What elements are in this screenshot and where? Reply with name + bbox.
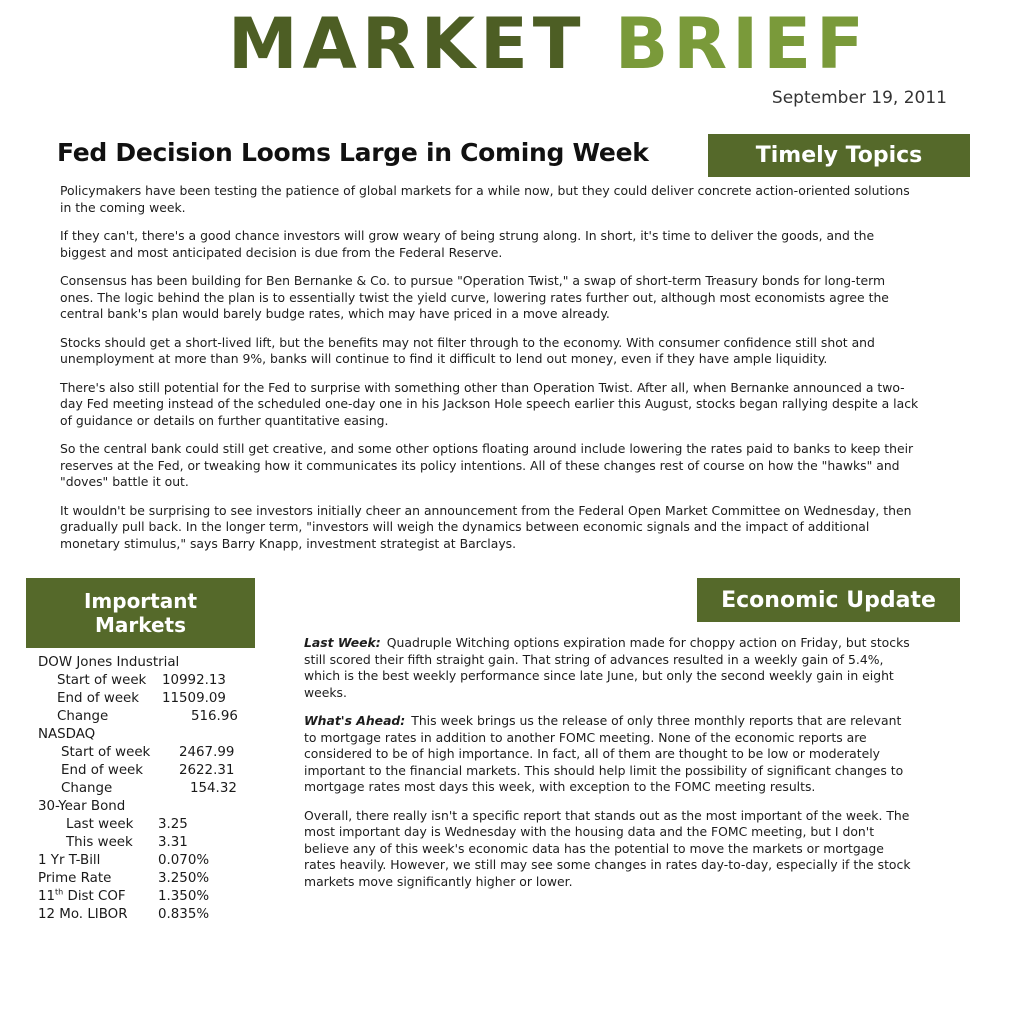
nasdaq-start-row xyxy=(38,744,268,762)
article-headline: Fed Decision Looms Large in Coming Week xyxy=(57,138,649,167)
article-paragraph: So the central bank could still get creative, and some other options floating around include lowering the rates paid to banks to keep their reserves at the Fed, or tweaking how it communicates its policy intentions. All of these changes rest of course on how the "hawks" and "doves" battle it out. xyxy=(60,441,914,489)
bond-this-label: This week xyxy=(66,835,133,850)
article-paragraph: Stocks should get a short-lived lift, but the benefits may not filter through to the economy. With consumer confidence still shot and unemployment at more than 9%, banks will continue to find it difficult to lend out money, even if they have ample liquidity. xyxy=(60,334,875,366)
libor-label: 12 Mo. LIBOR xyxy=(38,907,128,922)
timely-topics-banner: Timely Topics xyxy=(708,134,970,177)
article-paragraph: It wouldn't be surprising to see investors initially cheer an announcement from the Federal Open Market Committee on Wednesday, then gradually pull back. In the longer term, "investors will weigh the dynamics between economic signals and the impact of additional monetary stimulus," says Barry Knapp, investment strategist at Barclays. xyxy=(60,502,912,551)
prime-value: 3.250% xyxy=(158,871,210,886)
masthead xyxy=(228,4,869,84)
dow-end-value: 11509.09 xyxy=(162,691,226,706)
tbill-row xyxy=(38,852,268,870)
nasdaq-change-label: Change xyxy=(61,781,113,796)
dow-change-row xyxy=(38,708,268,726)
dow-end-row xyxy=(38,690,268,708)
dow-end-label: End of week xyxy=(57,691,140,706)
masthead-word-brief: BRIEF xyxy=(614,3,869,85)
article-body xyxy=(60,183,922,564)
econ-last-week-paragraph xyxy=(304,635,916,701)
bond-last-label: Last week xyxy=(66,817,134,832)
dow-start-row xyxy=(38,672,268,690)
bond-label: 30-Year Bond xyxy=(38,799,126,814)
article-paragraph: If they can't, there's a good chance investors will grow weary of being strung along. In short, it's time to deliver the goods, and the biggest and most anticipated decision is due from the Federal Reserve. xyxy=(60,228,875,260)
nasdaq-end-row xyxy=(38,762,268,780)
cof-label-rest: Dist COF xyxy=(63,889,126,904)
important-markets-title-line2: Markets xyxy=(94,613,187,637)
cof-row xyxy=(38,888,268,906)
bond-header-row xyxy=(38,798,268,816)
dow-change-label: Change xyxy=(57,709,109,724)
dow-change-value: 516.96 xyxy=(191,709,238,724)
tbill-value: 0.070% xyxy=(158,853,210,868)
economic-update-body xyxy=(304,635,916,902)
nasdaq-header-row xyxy=(38,726,268,744)
prime-row xyxy=(38,870,268,888)
nasdaq-end-label: End of week xyxy=(61,763,144,778)
dow-label: DOW Jones Industrial xyxy=(38,655,180,670)
important-markets-title-line1: Important xyxy=(83,589,198,613)
cof-label-number: 11 xyxy=(38,889,56,904)
nasdaq-label: NASDAQ xyxy=(38,727,96,742)
bond-last-row xyxy=(38,816,268,834)
econ-last-week-lead: Last Week: xyxy=(304,635,381,650)
econ-ahead-lead: What's Ahead: xyxy=(304,713,406,728)
libor-row xyxy=(38,906,268,924)
important-markets-banner xyxy=(26,578,255,648)
cof-value: 1.350% xyxy=(158,889,210,904)
issue-date: September 19, 2011 xyxy=(771,88,947,108)
bond-this-value: 3.31 xyxy=(158,835,188,850)
cof-label xyxy=(38,888,126,906)
article-paragraph: There's also still potential for the Fed to surprise with something other than Operation Twist. After all, when Bernanke announced a two-day Fed meeting instead of the scheduled one-day one in his Jackson Hole speech earlier this August, stocks began rallying despite a lack of guidance or details on further quantitative easing. xyxy=(60,379,919,428)
nasdaq-end-value: 2622.31 xyxy=(179,763,235,778)
econ-ahead-paragraph xyxy=(304,713,916,796)
bond-last-value: 3.25 xyxy=(158,817,188,832)
markets-table xyxy=(38,654,268,924)
nasdaq-start-label: Start of week xyxy=(61,745,151,760)
libor-value: 0.835% xyxy=(158,907,210,922)
econ-ahead-text: This week brings us the release of only three monthly reports that are relevant to mortgage rates in addition to another FOMC meeting. None of the economic reports are considered to be of high importance. In fact, all of them are thought to be low or moderately important to the financial markets. This should help limit the possibility of significant changes to mortgage rates most days this week, with exception to the FOMC meeting results. xyxy=(304,713,904,794)
econ-overall-paragraph: Overall, there really isn't a specific report that stands out as the most important of the week. The most important day is Wednesday with the housing data and the FOMC meeting, but I don't believe any of this week's economic data has the potential to move the markets or mortgage rates heavily. However, we still may see some changes in rates day-to-day, especially if the stock markets move significantly higher or lower. xyxy=(304,807,911,889)
econ-last-week-text: Quadruple Witching options expiration made for choppy action on Friday, but stocks still scored their fifth straight gain. That string of advances resulted in a weekly gain of 5.4%, which is the best weekly performance since late June, but only the second weekly gain in eight weeks. xyxy=(304,635,910,700)
nasdaq-start-value: 2467.99 xyxy=(179,745,235,760)
economic-update-banner: Economic Update xyxy=(697,578,960,622)
dow-header-row xyxy=(38,654,268,672)
dow-start-value: 10992.13 xyxy=(162,673,226,688)
tbill-label: 1 Yr T-Bill xyxy=(38,853,101,868)
nasdaq-change-value: 154.32 xyxy=(190,781,237,796)
nasdaq-change-row xyxy=(38,780,268,798)
article-paragraph: Policymakers have been testing the patience of global markets for a while now, but they could deliver concrete action-oriented solutions in the coming week. xyxy=(60,183,910,215)
bond-this-row xyxy=(38,834,268,852)
dow-start-label: Start of week xyxy=(57,673,147,688)
article-paragraph: Consensus has been building for Ben Bernanke & Co. to pursue "Operation Twist," a swap of short-term Treasury bonds for long-term ones. The logic behind the plan is to essentially twist the yield curve, lowering rates further out, although most economists agree the central bank's plan would barely budge rates, which may have priced in a move already. xyxy=(60,273,889,321)
prime-label: Prime Rate xyxy=(38,871,112,886)
masthead-word-market: MARKET xyxy=(228,3,586,85)
cof-label-suffix: th xyxy=(55,887,64,897)
